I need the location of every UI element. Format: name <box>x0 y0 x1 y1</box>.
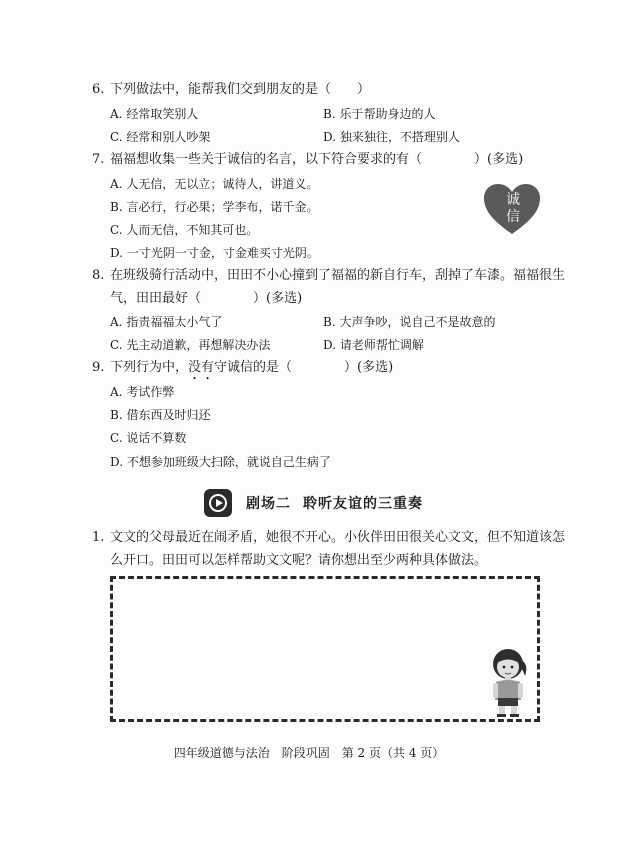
section-part: 剧场二 <box>246 496 291 512</box>
section-title: 聆听友谊的三重奏 <box>303 496 423 512</box>
option-a: A. 指责福福太小气了 <box>110 315 223 329</box>
option-b: B. 言必行，行必果；学李布，诺千金。 <box>110 200 319 214</box>
question-8-stem-cont: 气，田田最好（ ）(多选) <box>110 291 303 306</box>
emphasis-char: 没 <box>188 360 202 375</box>
option-a: A. 经常取笑别人 <box>110 107 199 121</box>
option-d: D. 请老师帮忙调解 <box>323 338 424 352</box>
option-a: A. 人无信，无以立；诚待人，讲道义。 <box>110 177 319 191</box>
option-c: C. 人而无信，不知其可也。 <box>110 223 259 237</box>
girl-illustration-icon <box>483 646 533 718</box>
question-6 <box>92 82 370 98</box>
question-number: 6. <box>92 82 105 97</box>
option-d: D. 一寸光阴一寸金，寸金难买寸光阴。 <box>110 246 319 260</box>
page-footer: 四年级道德与法治 阶段巩固 第 2 页（共 4 页） <box>173 746 445 760</box>
heart-char-1: 诚 <box>506 192 520 208</box>
question-number: 8. <box>92 268 105 283</box>
option-b: B. 乐于帮助身边的人 <box>323 107 436 121</box>
heart-icon <box>484 184 540 236</box>
option-c: C. 先主动道歉，再想解决办法 <box>110 338 271 352</box>
option-a: A. 考试作弊 <box>110 385 175 399</box>
option-c: C. 说话不算数 <box>110 431 187 445</box>
question-number: 1. <box>92 530 105 545</box>
play-icon <box>204 489 232 517</box>
section-header <box>204 489 423 517</box>
option-d: D. 独来独往，不搭理别人 <box>323 130 460 144</box>
heart-char-2: 信 <box>506 209 520 225</box>
question-number: 9. <box>92 360 105 375</box>
answer-box[interactable] <box>110 576 540 722</box>
question-9: 9. 下列行为中，没有守诚信的是（ ）(多选) <box>92 360 394 375</box>
question-7 <box>92 152 523 168</box>
open-question: 1. 文文的父母最近在闹矛盾，她很不开心。小伙伴田田很关心文文，但不知道该怎 <box>92 530 566 545</box>
option-c: C. 经常和别人吵架 <box>110 130 211 144</box>
question-stem: 在班级骑行活动中，田田不小心撞到了福福的新自行车，刮掉了车漆。福福很生 <box>110 268 566 283</box>
question-number: 7. <box>92 152 105 167</box>
option-b: B. 大声争吵，说自己不是故意的 <box>323 315 496 329</box>
option-b: B. 借东西及时归还 <box>110 408 211 422</box>
question-stem: 下列做法中，能帮我们交到朋友的是（ ） <box>110 82 371 97</box>
question-8 <box>92 268 565 284</box>
open-question-cont: 么开口。田田可以怎样帮助文文呢？请你想出至少两种具体做法。 <box>110 553 488 568</box>
question-stem: 福福想收集一些关于诚信的名言，以下符合要求的有（ ）(多选) <box>110 152 524 167</box>
option-d: D. 不想参加班级大扫除，就说自己生病了 <box>110 455 331 469</box>
emphasis-char: 有 <box>201 360 215 375</box>
